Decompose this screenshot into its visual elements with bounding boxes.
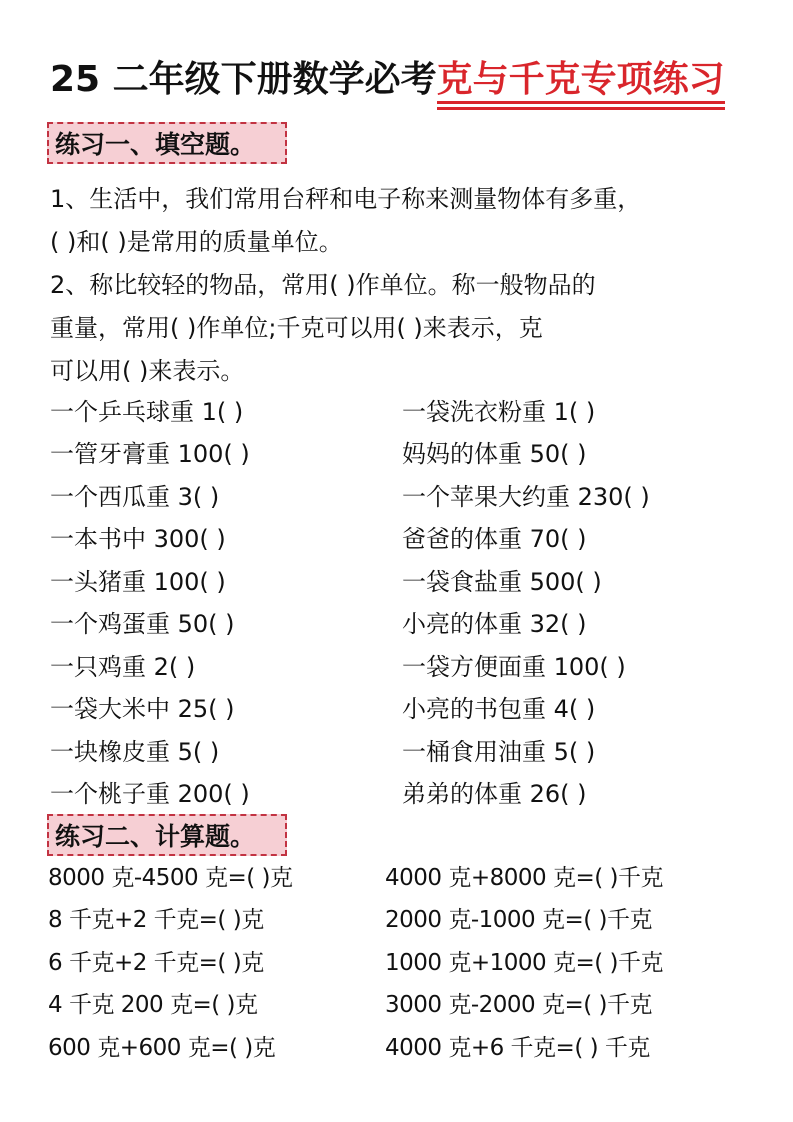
fill-item: 一本书中 300( ) (50, 525, 226, 553)
fill-item: 一袋大米中 25( ) (50, 695, 235, 723)
page-title (50, 52, 750, 108)
section-heading-1: 练习一、填空题。 (47, 122, 287, 164)
fill-item: 一袋食盐重 500( ) (402, 568, 602, 596)
fill-item: 一个西瓜重 3( ) (50, 483, 220, 511)
question-2-line-1: 2、称比较轻的物品，常用( )作单位。称一般物品的 (50, 271, 596, 299)
fill-item: 一个鸡蛋重 50( ) (50, 610, 235, 638)
fill-item: 一管牙膏重 100( ) (50, 440, 250, 468)
fill-item: 小亮的书包重 4( ) (402, 695, 596, 723)
calc-item: 8000 克-4500 克=( )克 (48, 865, 293, 891)
question-1-line-2: ( )和( )是常用的质量单位。 (50, 228, 343, 256)
question-1-line-1: 1、生活中，我们常用台秤和电子称来测量物体有多重， (50, 185, 642, 213)
question-2-line-2: 重量，常用( )作单位;千克可以用( )来表示，克 (50, 314, 543, 342)
calc-item: 4000 克+8000 克=( )千克 (385, 865, 663, 891)
fill-item: 一个乒乓球重 1( ) (50, 398, 244, 426)
fill-item: 小亮的体重 32( ) (402, 610, 587, 638)
calc-item: 2000 克-1000 克=( )千克 (385, 907, 653, 933)
fill-item: 一块橡皮重 5( ) (50, 738, 220, 766)
section-heading-2: 练习二、计算题。 (47, 814, 287, 856)
question-2-line-3: 可以用( )来表示。 (50, 357, 245, 385)
fill-item: 一个桃子重 200( ) (50, 780, 250, 808)
fill-item: 一个苹果大约重 230( ) (402, 483, 650, 511)
fill-item: 一头猪重 100( ) (50, 568, 226, 596)
calc-item: 8 千克+2 千克=( )克 (48, 907, 264, 933)
title-prefix: 25 二年级下册数学必考 (50, 59, 437, 100)
calc-item: 600 克+600 克=( )克 (48, 1035, 276, 1061)
fill-item: 一只鸡重 2( ) (50, 653, 196, 681)
fill-item: 一袋洗衣粉重 1( ) (402, 398, 596, 426)
fill-item: 一桶食用油重 5( ) (402, 738, 596, 766)
calc-item: 6 千克+2 千克=( )克 (48, 950, 264, 976)
fill-item: 一袋方便面重 100( ) (402, 653, 626, 681)
calc-item: 4 千克 200 克=( )克 (48, 992, 258, 1018)
title-highlight: 克与千克专项练习 (437, 59, 725, 104)
calc-item: 4000 克+6 千克=( ) 千克 (385, 1035, 650, 1061)
calc-item: 1000 克+1000 克=( )千克 (385, 950, 663, 976)
fill-item: 妈妈的体重 50( ) (402, 440, 587, 468)
fill-item: 弟弟的体重 26( ) (402, 780, 587, 808)
fill-item: 爸爸的体重 70( ) (402, 525, 587, 553)
calc-item: 3000 克-2000 克=( )千克 (385, 992, 653, 1018)
